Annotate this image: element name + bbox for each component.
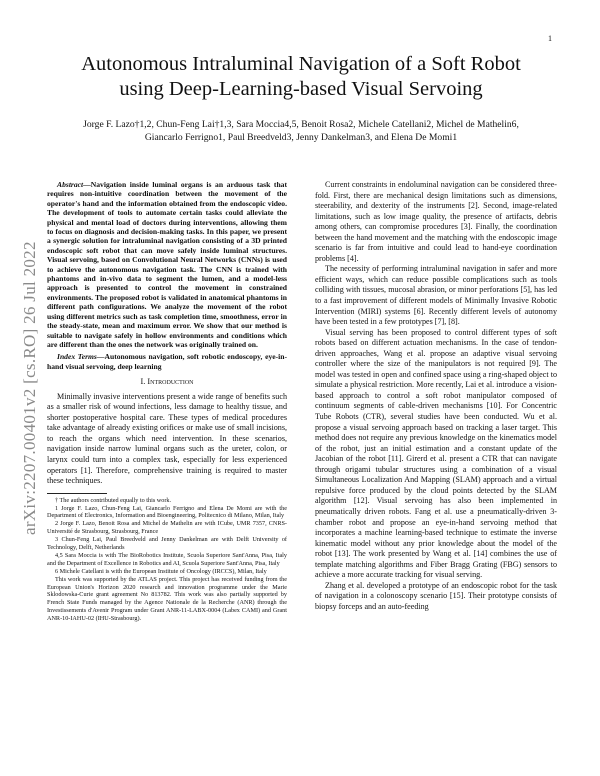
body-paragraph: Current constraints in endoluminal navigation can be considered three-fold. First, there are mechanical design limitations such as dimensions, steerability, and dexterity of the instruments [2]. Second, image-related limitations, such as low image quality, the presence of artifacts, debris among others, can compromise procedures [3]. Finally, the coordination between the hand movement and the matching with the endoscopic image scenario is far from intuitive and could lead to hand-eye coordination problems [4]. — [315, 180, 557, 263]
body-paragraph: The necessity of performing intraluminal navigation in safer and more efficient ways, which can reduce possible complications such as tools colliding with tissues, mucosal abrasion, or minor perforations [5], has led to a fast improvement of different models of Minimally Invasive Robotic Intervention (MIRI) systems [6]. Recently different levels of autonomy have been tested in a few prototypes [7], [8]. — [315, 264, 557, 327]
abstract-text: —Navigation inside luminal organs is an arduous task that requires non-intuitive coordination between the movement of the operator's hand and the information obtained from the endoscopic video. The development of tools to automate certain tasks could alleviate the physical and mental load of doctors during interventions, allowing them to focus on diagnosis and decision-making tasks. In this paper, we present a synergic solution for intraluminal navigation consisting of a 3D printed endoscopic soft robot that can move safely inside luminal structures. Visual servoing, based on Convolutional Neural Networks (CNNs) is used to achieve the autonomous navigation task. The CNN is trained with phantoms and in-vivo data to segment the lumen, and a model-less approach is presented to control the movement in constrained environments. The proposed robot is validated in anatomical phantoms in different path configurations. We analyze the movement of the robot using different metrics such as task completion time, smoothness, error in the steady-state, mean and maximum error. We show that our method is suitable to navigate safely in hollow environments and conditions which are different than the ones the network was originally trained on. — [47, 180, 287, 349]
page-number: 1 — [548, 34, 552, 43]
footnote: 2 Jorge F. Lazo, Benoit Rosa and Michel de Mathelin are with ICube, UMR 7357, CNRS-Université de Strasbourg, Strasbourg, France — [47, 520, 287, 536]
arxiv-stamp: arXiv:2207.00401v2 [cs.RO] 26 Jul 2022 — [20, 241, 39, 535]
abstract-label: Abstract — [57, 180, 84, 189]
footnote: 6 Michele Catellani is with the European Institute of Oncology (IRCCS), Milan, Italy — [55, 567, 267, 575]
index-terms-text: —Autonomous navigation, soft robotic endoscopy, eye-in-hand visual servoing, deep learning — [47, 352, 287, 371]
paper-title: Autonomous Intraluminal Navigation of a Soft Robot using Deep-Learning-based Visual Servoing — [81, 53, 521, 100]
intro-paragraph: Minimally invasive interventions present a wide range of benefits such as a smaller risk of wound infections, less damage to healthy tissue, and shorter postoperative hospital care. These types of medical procedures take advantage of already existing orifices or make use of small incisions, to reach the organs which need intervention. In these scenarios, navigation inside narrow luminal organs such as the ureter, colon, or larynx could turn into a complex task, especially for less experienced operators [1]. Therefore, comprehensive training is required to master these techniques. — [47, 391, 287, 486]
footnote-divider — [47, 493, 107, 494]
body-paragraph: Zhang et al. developed a prototype of an endoscopic robot for the task of navigation in a colonoscopy scenario [15]. Their prototype consists of biopsy forceps and an auto-feeding — [315, 580, 557, 611]
abstract — [47, 180, 287, 349]
index-terms-label: Index Terms — [57, 352, 97, 362]
index-terms — [47, 352, 287, 371]
author-list — [70, 118, 532, 144]
authors-line-2: Giancarlo Ferrigno1, Paul Breedveld3, Jenny Dankelman3, and Elena De Momi1 — [144, 132, 458, 143]
section-heading: I. Introduction — [140, 377, 194, 387]
footnote: 1 Jorge F. Lazo, Chun-Feng Lai, Giancarlo Ferrigno and Elena De Momi are with the Department of Electronics, Information and Bioengineering, Politecnico di Milano, Milan, Italy — [47, 504, 287, 520]
footnote: This work was supported by the ATLAS project. This project has received funding from the European Union's Horizon 2020 research and innovation programme under the Marie Sklodowska-Curie grant agreement No 813782. This work was also partially supported by French State Funds managed by the Agence Nationale de la Recherche (ANR) through the Investissements d'Avenir Program under Grant ANR-11-LABX-0004 (Labex CAMI) and Grant ANR-10-IAHU-02 (IHU-Strasbourg). — [47, 575, 287, 623]
authors-line-1: Jorge F. Lazo†1,2, Chun-Feng Lai†1,3, Sara Moccia4,5, Benoit Rosa2, Michele Catellani2, Michel de Mathelin6, — [83, 119, 519, 130]
body-paragraph: Visual serving has been proposed to control different types of soft robots based on different actuation mechanisms. In the case of tendon-driven approaches, Wang et al. propose an adaptive visual servoing controller where the size of the manipulators is not required [9]. The model was tested in open and confined space using a ring-shaped object to simulate a physical restriction. More recently, Lai et al. introduce a vision-based approach to control a soft robot manipulator composed of continuum segments of cable-driven mechanisms [10]. For Concentric Tube Robots (CTR), several studies have been conducted. Wu et al. propose a visual servoing approach based on tracking a laser target. This method does not require any previous knowledge on the kinematics model of the robot, just an initial estimation and a constant update of the Jacobian of the robot [11]. Girerd et al. present a CTR that can navigate through origami tubular structures using a combination of a visual Simultaneous Localization And Mapping (SLAM) approach and a virtual repulsive force produced by the cloud points detected by the SLAM algorithm [12]. Visual servoing has also been implemented in pneumatically driven robots. Fang et al. use a pneumatically-driven 3-chamber robot and propose an eye-in-hand servoing method that incorporates a machine learning-based technique to estimate the inverse kinematic model without any prior knowledge about the model of the robot [13]. The work presented by Wang et al. [14] combines the use of template matching algorithms and Fiber Bragg Grating (FBG) sensors to achieve a more accurate tracking for visual serving. — [315, 327, 557, 580]
footnote: † The authors contributed equally to this work. — [55, 496, 172, 504]
left-column — [47, 180, 287, 623]
footnote: 3 Chun-Feng Lai, Paul Breedveld and Jenny Dankelman are with Delft University of Technology, Delft, Netherlands — [47, 536, 287, 552]
right-column — [315, 180, 557, 612]
footnote: 4,5 Sara Moccia is with The BioRobotics Institute, Scuola Superiore Sant'Anna, Pisa, Italy and the Department of Excellence in Robotics and AI, Scuola Superiore Sant'Anna, Pisa, Italy — [47, 551, 287, 567]
